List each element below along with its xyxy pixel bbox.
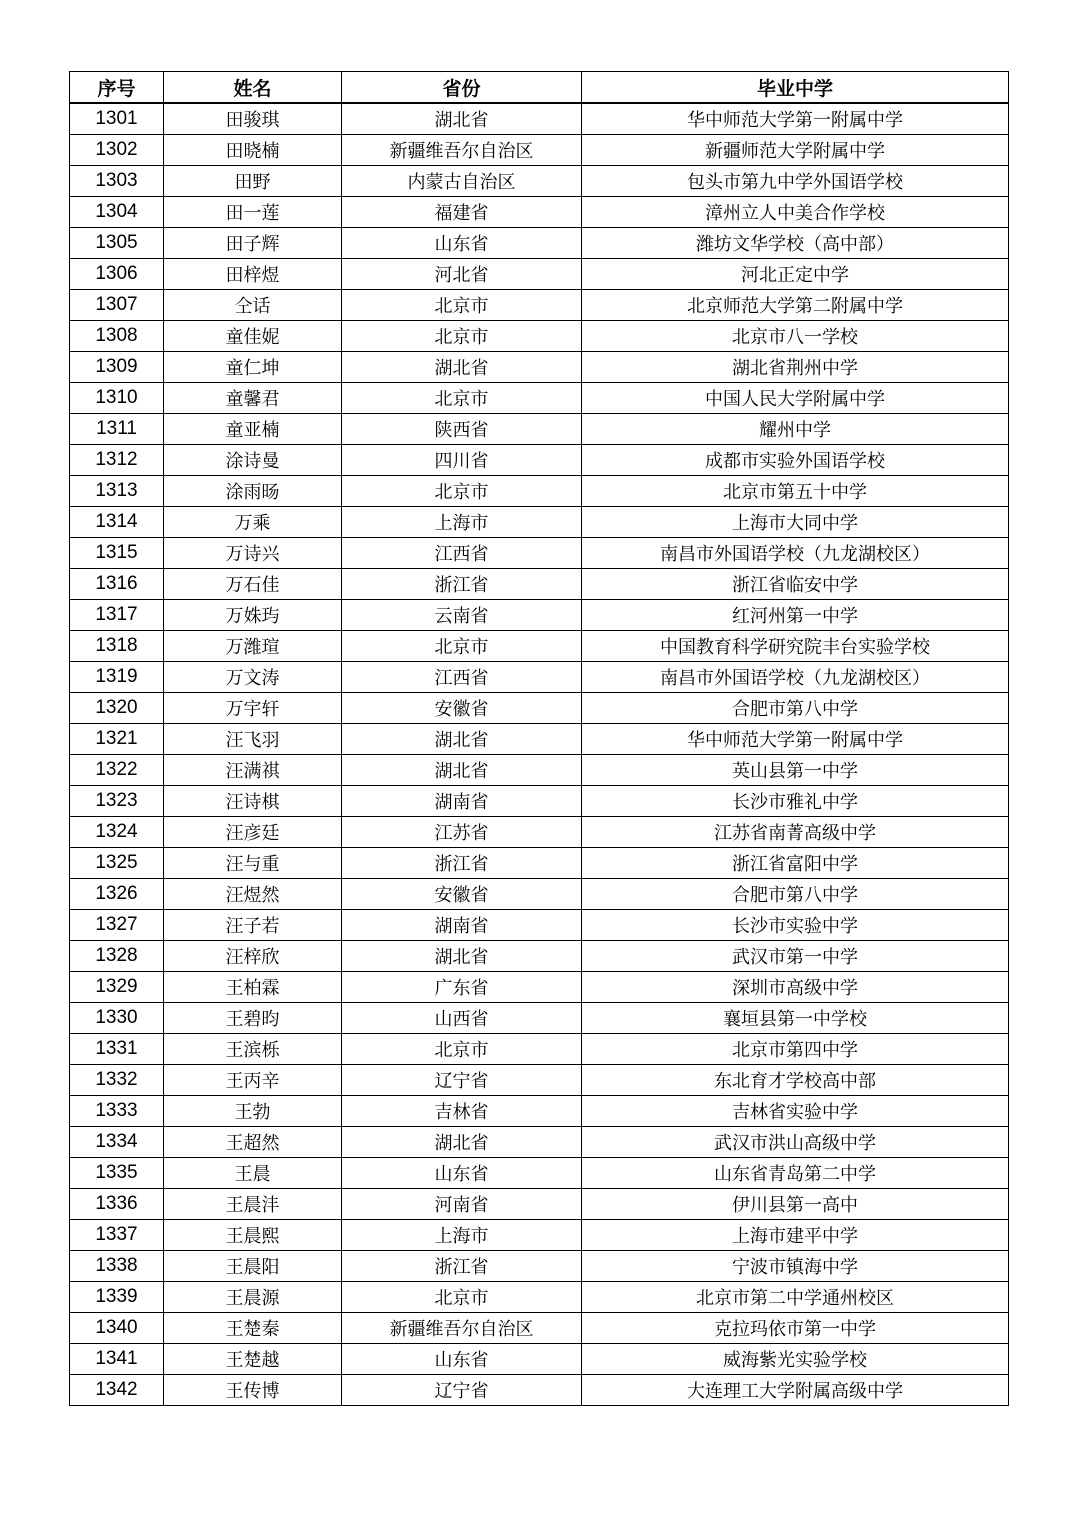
school-cell: 威海紫光实验学校 [582, 1344, 1009, 1375]
province-cell: 湖北省 [342, 755, 582, 786]
table-row [70, 352, 1009, 383]
serial-number-cell: 1315 [70, 538, 164, 569]
table-row [70, 941, 1009, 972]
name-cell: 田骏琪 [164, 103, 342, 135]
table-row [70, 817, 1009, 848]
table-row [70, 507, 1009, 538]
table-row [70, 445, 1009, 476]
school-cell: 大连理工大学附属高级中学 [582, 1375, 1009, 1406]
serial-number-cell: 1326 [70, 879, 164, 910]
name-cell: 王晨沣 [164, 1189, 342, 1220]
name-cell: 童仁坤 [164, 352, 342, 383]
name-cell: 王柏霖 [164, 972, 342, 1003]
serial-number-cell: 1302 [70, 135, 164, 166]
table-row [70, 1251, 1009, 1282]
province-cell: 山东省 [342, 1158, 582, 1189]
name-cell: 王晨熙 [164, 1220, 342, 1251]
table-row [70, 135, 1009, 166]
table-row [70, 476, 1009, 507]
name-cell: 汪子若 [164, 910, 342, 941]
serial-number-cell: 1303 [70, 166, 164, 197]
name-cell: 万宇轩 [164, 693, 342, 724]
table-row [70, 972, 1009, 1003]
table-row [70, 1189, 1009, 1220]
school-cell: 潍坊文华学校（高中部） [582, 228, 1009, 259]
school-cell: 南昌市外国语学校（九龙湖校区） [582, 662, 1009, 693]
province-cell: 四川省 [342, 445, 582, 476]
table-row [70, 1127, 1009, 1158]
serial-number-cell: 1322 [70, 755, 164, 786]
province-cell: 浙江省 [342, 1251, 582, 1282]
table-row [70, 786, 1009, 817]
serial-number-cell: 1323 [70, 786, 164, 817]
serial-number-cell: 1306 [70, 259, 164, 290]
name-cell: 田晓楠 [164, 135, 342, 166]
province-cell: 北京市 [342, 1282, 582, 1313]
province-cell: 安徽省 [342, 879, 582, 910]
serial-number-cell: 1311 [70, 414, 164, 445]
header-serial-number: 序号 [70, 72, 164, 104]
province-cell: 辽宁省 [342, 1375, 582, 1406]
province-cell: 江西省 [342, 538, 582, 569]
serial-number-cell: 1319 [70, 662, 164, 693]
school-cell: 浙江省富阳中学 [582, 848, 1009, 879]
table-row [70, 1282, 1009, 1313]
school-cell: 长沙市实验中学 [582, 910, 1009, 941]
province-cell: 湖北省 [342, 724, 582, 755]
name-cell: 涂雨旸 [164, 476, 342, 507]
name-cell: 童馨君 [164, 383, 342, 414]
table-row [70, 1220, 1009, 1251]
province-cell: 陕西省 [342, 414, 582, 445]
province-cell: 山东省 [342, 228, 582, 259]
name-cell: 王滨栎 [164, 1034, 342, 1065]
serial-number-cell: 1309 [70, 352, 164, 383]
serial-number-cell: 1331 [70, 1034, 164, 1065]
province-cell: 北京市 [342, 631, 582, 662]
serial-number-cell: 1337 [70, 1220, 164, 1251]
name-cell: 田子辉 [164, 228, 342, 259]
school-cell: 英山县第一中学 [582, 755, 1009, 786]
school-cell: 吉林省实验中学 [582, 1096, 1009, 1127]
serial-number-cell: 1316 [70, 569, 164, 600]
province-cell: 北京市 [342, 1034, 582, 1065]
table-row [70, 910, 1009, 941]
school-cell: 合肥市第八中学 [582, 879, 1009, 910]
table-header [70, 72, 1009, 104]
province-cell: 北京市 [342, 321, 582, 352]
serial-number-cell: 1310 [70, 383, 164, 414]
serial-number-cell: 1335 [70, 1158, 164, 1189]
name-cell: 田梓煜 [164, 259, 342, 290]
serial-number-cell: 1304 [70, 197, 164, 228]
school-cell: 耀州中学 [582, 414, 1009, 445]
school-cell: 漳州立人中美合作学校 [582, 197, 1009, 228]
table-row [70, 755, 1009, 786]
province-cell: 浙江省 [342, 848, 582, 879]
table-row [70, 631, 1009, 662]
province-cell: 上海市 [342, 507, 582, 538]
table-row [70, 321, 1009, 352]
province-cell: 北京市 [342, 290, 582, 321]
serial-number-cell: 1314 [70, 507, 164, 538]
name-cell: 万诗兴 [164, 538, 342, 569]
province-cell: 广东省 [342, 972, 582, 1003]
name-cell: 万姝玙 [164, 600, 342, 631]
header-row [70, 72, 1009, 104]
student-roster-table [69, 71, 1009, 1406]
province-cell: 湖南省 [342, 910, 582, 941]
table-row [70, 1313, 1009, 1344]
school-cell: 新疆师范大学附属中学 [582, 135, 1009, 166]
serial-number-cell: 1327 [70, 910, 164, 941]
serial-number-cell: 1340 [70, 1313, 164, 1344]
table-row [70, 848, 1009, 879]
name-cell: 王丙辛 [164, 1065, 342, 1096]
province-cell: 山东省 [342, 1344, 582, 1375]
table-row [70, 662, 1009, 693]
serial-number-cell: 1308 [70, 321, 164, 352]
school-cell: 中国人民大学附属中学 [582, 383, 1009, 414]
province-cell: 内蒙古自治区 [342, 166, 582, 197]
school-cell: 上海市建平中学 [582, 1220, 1009, 1251]
name-cell: 涂诗曼 [164, 445, 342, 476]
table-row [70, 600, 1009, 631]
table-row [70, 724, 1009, 755]
province-cell: 湖南省 [342, 786, 582, 817]
serial-number-cell: 1318 [70, 631, 164, 662]
school-cell: 北京市第二中学通州校区 [582, 1282, 1009, 1313]
province-cell: 新疆维吾尔自治区 [342, 135, 582, 166]
table-row [70, 879, 1009, 910]
name-cell: 童佳妮 [164, 321, 342, 352]
name-cell: 万文涛 [164, 662, 342, 693]
name-cell: 汪梓欣 [164, 941, 342, 972]
serial-number-cell: 1305 [70, 228, 164, 259]
name-cell: 王楚秦 [164, 1313, 342, 1344]
province-cell: 湖北省 [342, 352, 582, 383]
table-row [70, 103, 1009, 135]
name-cell: 田一莲 [164, 197, 342, 228]
province-cell: 浙江省 [342, 569, 582, 600]
province-cell: 江苏省 [342, 817, 582, 848]
school-cell: 红河州第一中学 [582, 600, 1009, 631]
serial-number-cell: 1329 [70, 972, 164, 1003]
school-cell: 合肥市第八中学 [582, 693, 1009, 724]
province-cell: 上海市 [342, 1220, 582, 1251]
table-row [70, 1065, 1009, 1096]
province-cell: 江西省 [342, 662, 582, 693]
table-row [70, 569, 1009, 600]
name-cell: 王晨阳 [164, 1251, 342, 1282]
name-cell: 汪飞羽 [164, 724, 342, 755]
province-cell: 吉林省 [342, 1096, 582, 1127]
name-cell: 万石佳 [164, 569, 342, 600]
school-cell: 深圳市高级中学 [582, 972, 1009, 1003]
table-row [70, 693, 1009, 724]
serial-number-cell: 1321 [70, 724, 164, 755]
serial-number-cell: 1338 [70, 1251, 164, 1282]
province-cell: 湖北省 [342, 1127, 582, 1158]
table-row [70, 1034, 1009, 1065]
school-cell: 北京师范大学第二附属中学 [582, 290, 1009, 321]
serial-number-cell: 1333 [70, 1096, 164, 1127]
table-row [70, 414, 1009, 445]
name-cell: 万潍瑄 [164, 631, 342, 662]
school-cell: 上海市大同中学 [582, 507, 1009, 538]
name-cell: 王传博 [164, 1375, 342, 1406]
province-cell: 湖北省 [342, 103, 582, 135]
name-cell: 王超然 [164, 1127, 342, 1158]
table-row [70, 228, 1009, 259]
province-cell: 北京市 [342, 476, 582, 507]
serial-number-cell: 1325 [70, 848, 164, 879]
school-cell: 南昌市外国语学校（九龙湖校区） [582, 538, 1009, 569]
school-cell: 东北育才学校高中部 [582, 1065, 1009, 1096]
school-cell: 浙江省临安中学 [582, 569, 1009, 600]
table-body [70, 103, 1009, 1406]
province-cell: 河北省 [342, 259, 582, 290]
name-cell: 仝话 [164, 290, 342, 321]
name-cell: 汪彦廷 [164, 817, 342, 848]
serial-number-cell: 1320 [70, 693, 164, 724]
province-cell: 福建省 [342, 197, 582, 228]
province-cell: 辽宁省 [342, 1065, 582, 1096]
serial-number-cell: 1317 [70, 600, 164, 631]
header-name: 姓名 [164, 72, 342, 104]
school-cell: 华中师范大学第一附属中学 [582, 724, 1009, 755]
school-cell: 北京市第五十中学 [582, 476, 1009, 507]
school-cell: 武汉市第一中学 [582, 941, 1009, 972]
serial-number-cell: 1324 [70, 817, 164, 848]
school-cell: 克拉玛依市第一中学 [582, 1313, 1009, 1344]
province-cell: 云南省 [342, 600, 582, 631]
table-row [70, 259, 1009, 290]
school-cell: 伊川县第一高中 [582, 1189, 1009, 1220]
header-province: 省份 [342, 72, 582, 104]
school-cell: 华中师范大学第一附属中学 [582, 103, 1009, 135]
province-cell: 湖北省 [342, 941, 582, 972]
name-cell: 汪满祺 [164, 755, 342, 786]
serial-number-cell: 1312 [70, 445, 164, 476]
serial-number-cell: 1342 [70, 1375, 164, 1406]
school-cell: 襄垣县第一中学校 [582, 1003, 1009, 1034]
table-row [70, 1375, 1009, 1406]
table-row [70, 197, 1009, 228]
school-cell: 北京市第四中学 [582, 1034, 1009, 1065]
school-cell: 江苏省南菁高级中学 [582, 817, 1009, 848]
province-cell: 山西省 [342, 1003, 582, 1034]
table-row [70, 290, 1009, 321]
serial-number-cell: 1339 [70, 1282, 164, 1313]
name-cell: 王楚越 [164, 1344, 342, 1375]
table-row [70, 383, 1009, 414]
name-cell: 汪煜然 [164, 879, 342, 910]
school-cell: 中国教育科学研究院丰台实验学校 [582, 631, 1009, 662]
table-row [70, 538, 1009, 569]
province-cell: 北京市 [342, 383, 582, 414]
name-cell: 万乘 [164, 507, 342, 538]
name-cell: 王碧昀 [164, 1003, 342, 1034]
name-cell: 田野 [164, 166, 342, 197]
province-cell: 河南省 [342, 1189, 582, 1220]
school-cell: 成都市实验外国语学校 [582, 445, 1009, 476]
name-cell: 汪与重 [164, 848, 342, 879]
name-cell: 汪诗棋 [164, 786, 342, 817]
name-cell: 王晨 [164, 1158, 342, 1189]
school-cell: 武汉市洪山高级中学 [582, 1127, 1009, 1158]
serial-number-cell: 1313 [70, 476, 164, 507]
school-cell: 长沙市雅礼中学 [582, 786, 1009, 817]
school-cell: 河北正定中学 [582, 259, 1009, 290]
header-graduated-school: 毕业中学 [582, 72, 1009, 104]
school-cell: 宁波市镇海中学 [582, 1251, 1009, 1282]
school-cell: 包头市第九中学外国语学校 [582, 166, 1009, 197]
school-cell: 北京市八一学校 [582, 321, 1009, 352]
table-row [70, 1003, 1009, 1034]
serial-number-cell: 1334 [70, 1127, 164, 1158]
serial-number-cell: 1332 [70, 1065, 164, 1096]
school-cell: 山东省青岛第二中学 [582, 1158, 1009, 1189]
province-cell: 新疆维吾尔自治区 [342, 1313, 582, 1344]
serial-number-cell: 1328 [70, 941, 164, 972]
table-row [70, 1344, 1009, 1375]
name-cell: 王晨源 [164, 1282, 342, 1313]
name-cell: 童亚楠 [164, 414, 342, 445]
name-cell: 王勃 [164, 1096, 342, 1127]
table-row [70, 1158, 1009, 1189]
serial-number-cell: 1330 [70, 1003, 164, 1034]
province-cell: 安徽省 [342, 693, 582, 724]
serial-number-cell: 1341 [70, 1344, 164, 1375]
table-row [70, 1096, 1009, 1127]
table-row [70, 166, 1009, 197]
serial-number-cell: 1301 [70, 103, 164, 135]
school-cell: 湖北省荆州中学 [582, 352, 1009, 383]
serial-number-cell: 1307 [70, 290, 164, 321]
serial-number-cell: 1336 [70, 1189, 164, 1220]
